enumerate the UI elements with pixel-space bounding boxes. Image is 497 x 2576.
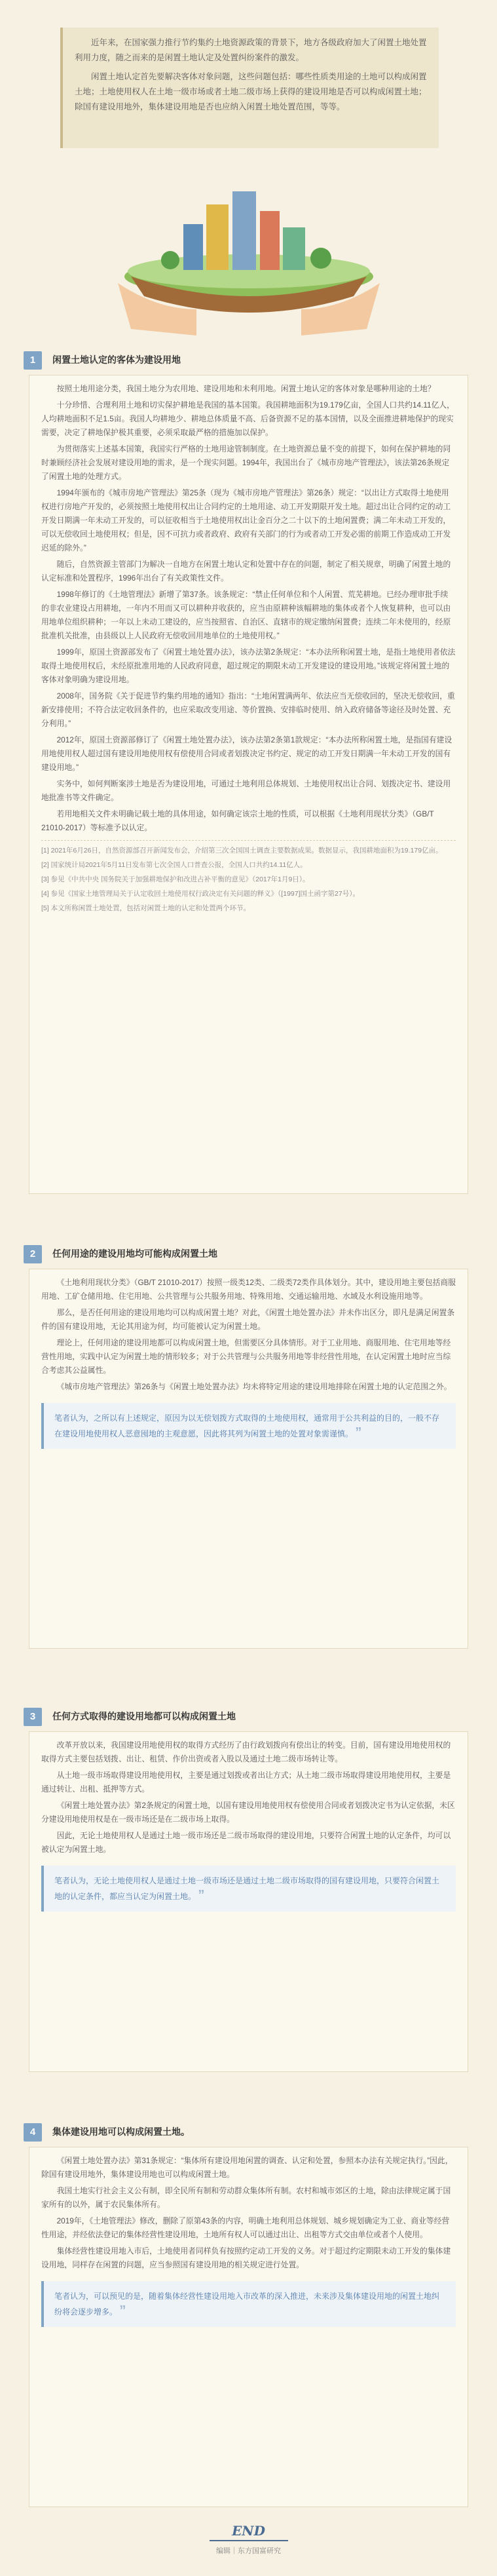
footnote: [5] 本文所称闲置土地处置，包括对闲置土地的认定和处置两个环节。 (41, 904, 251, 912)
section-body (29, 375, 468, 1194)
paragraph: 我国土地实行社会主义公有制，即全民所有制和劳动群众集体所有制。农村和城市郊区的土地，除由法律规定属于国家所有的以外，属于农民集体所有。 (41, 2186, 451, 2209)
author-comment (41, 1866, 456, 1912)
section-body (29, 2147, 468, 2507)
footnote: [2] 国家统计局2021年5月11日发布第七次全国人口普查公报，全国人口共约14.11亿人。 (41, 861, 307, 869)
section-4 (24, 2123, 473, 2510)
section-title: 闲置土地认定的客体为建设用地 (52, 355, 181, 365)
paragraph: 实务中，如何判断案涉土地是否为建设用地，可通过土地利用总体规划、土地使用权出让合同、划拨决定书、建设用地批准书等文件确定。 (41, 779, 451, 802)
section-body (29, 1731, 468, 2072)
section-title: 任何方式取得的建设用地都可以构成闲置土地 (52, 1711, 236, 1721)
section-number: 2 (24, 1245, 42, 1263)
footnote: [4] 参见《国家土地管理局关于认定收回土地使用权行政决定有关问题的释义》（[1997]国土函字第27号）。 (41, 890, 359, 898)
paragraph: 按照土地用途分类，我国土地分为农用地、建设用地和未利用地。闲置土地认定的客体对象是哪种用途的土地？ (56, 384, 435, 393)
section-title: 集体建设用地可以构成闲置土地。 (52, 2126, 190, 2137)
paragraph: 《城市房地产管理法》第26条与《闲置土地处置办法》均未将特定用途的建设用地排除在闲置土地的认定范围之外。 (56, 1382, 452, 1391)
comment-text: 笔者认为，可以预见的是，随着集体经营性建设用地入市改革的深入推进，未来涉及集体建设用地的闲置土地纠纷将会逐步增多。 (54, 2292, 440, 2316)
paragraph: 改革开放以来，我国建设用地使用权的取得方式经历了由行政划拨向有偿出让的转变。目前，国有建设用地使用权的取得方式主要包括划拨、出让、租赁、作价出资或者入股以及通过土地二级市场转让等。 (41, 1740, 451, 1763)
paragraph: 1998年修订的《土地管理法》新增了第37条。该条规定：“禁止任何单位和个人闲置、荒芜耕地。已经办理审批手续的非农业建设占用耕地，一年内不用而又可以耕种并收获的，应当由原耕种该幅耕地的集体或者个人恢复耕种，也可以由用地单位组织耕种；一年以上未动工建设的，应当按照省、自治区、直辖市的规定缴纳闲置费；连续二年未使用的，经原批准机关批准，由县级以上人民政府无偿收回用地单位的土地使用权。” (41, 590, 451, 640)
paragraph: 那么，是否任何用途的建设用地均可以构成闲置土地？对此，《闲置土地处置办法》并未作出区分，即凡是满足闲置条件的国有建设用地，无论其用途为何，均可能被认定为闲置土地。 (41, 1308, 455, 1331)
intro-box (60, 28, 439, 148)
end-divider (210, 2540, 288, 2541)
comment-text: 笔者认为，无论土地使用权人是通过土地一级市场还是通过土地二级市场取得的国有建设用地，只要符合闲置土地的认定条件，都应当认定为闲置土地。 (54, 1876, 440, 1901)
paragraph: 1999年，原国土资源部发布了《闲置土地处置办法》，该办法第2条规定：“本办法所称闲置土地，是指土地使用者依法取得土地使用权后，未经原批准用地的人民政府同意，超过规定的期限未动工开发建设的建设用地。”该规定将闲置土地的客体对象明确为建设用地。 (41, 647, 456, 684)
section-number: 3 (24, 1708, 42, 1726)
paragraph: 集体经营性建设用地入市后，土地使用者同样负有按照约定动工开发的义务。对于超过约定期限未动工开发的集体建设用地，同样存在闲置的问题，应当参照国有建设用地的相关规定进行处置。 (41, 2246, 451, 2269)
land-in-hands-illustration (105, 152, 393, 342)
paragraph: 因此，无论土地使用权人是通过土地一级市场还是二级市场取得的建设用地，只要符合闲置土地的认定条件，均可以被认定为闲置土地。 (41, 1831, 451, 1854)
paragraph: 从土地一级市场取得建设用地使用权，主要是通过划拨或者出让方式；从土地二级市场取得建设用地使用权，主要是通过转让、出租、抵押等方式。 (41, 1771, 451, 1794)
intro-paragraph: 近年来，在国家强力推行节约集约土地资源政策的背景下，地方各级政府加大了闲置土地处置利用力度，随之而来的是闲置土地认定及处置纠纷案件的激发。 (75, 38, 427, 62)
footnotes (41, 840, 456, 914)
paragraph: 2008年，国务院《关于促进节约集约用地的通知》指出：“土地闲置满两年、依法应当无偿收回的，坚决无偿收回，重新安排使用；不符合法定收回条件的，也应采取改变用途、等价置换、安排临时使用、纳入政府储备等途径及时处置、充分利用。” (41, 691, 455, 728)
paragraph: 2019年，《土地管理法》修改，删除了原第43条的内容，明确土地利用总体规划、城乡规划确定为工业、商业等经营性用途，并经依法登记的集体经营性建设用地，土地所有权人可以通过出让、出租等方式交由单位或者个人使用。 (41, 2216, 450, 2239)
comment-text: 笔者认为，之所以有上述规定，原因为以无偿划拨方式取得的土地使用权，通常用于公共利益的目的，一般不存在建设用地使用权人恶意囤地的主观意愿，因此将其列为闲置土地的处置对象需谨慎。 (54, 1413, 440, 1438)
author-comment (41, 2281, 456, 2327)
author-comment (41, 1403, 456, 1449)
end-word: END (232, 2523, 265, 2539)
end-marker (0, 2523, 497, 2556)
paragraph: 为贯彻落实上述基本国策，我国实行严格的土地用途管制制度。在土地资源总量不变的前提下，如何在保护耕地的同时兼顾经济社会发展对建设用地的需求，是一个现实问题。1994年，我国出台了《城市房地产管理法》，该法第26条规定了闲置土地的处理方式。 (41, 444, 451, 481)
section-title: 任何用途的建设用地均可能构成闲置土地 (52, 1248, 217, 1259)
section-number: 4 (24, 2123, 42, 2142)
paragraph: 十分珍惜、合理利用土地和切实保护耕地是我国的基本国策。我国耕地面积为19.179亿亩，全国人口共约14.11亿人，人均耕地面积不足1.5亩。我国人均耕地少、耕地总体质量不高、后备资源不足的基本国情，以及全面推进耕地保护的现实需要，决定了耕地保护极其重要，必须采取最严格的措施加以保护。 (41, 400, 454, 437)
section-1 (24, 351, 473, 1197)
intro-paragraph: 闲置土地认定首先要解决客体对象问题，这些问题包括：哪些性质类用途的土地可以构成闲置土地；土地使用权人在土地一级市场或者土地二级市场上获得的建设用地是否可以构成闲置土地；除国有建设用地外，集体建设用地是否也应纳入闲置土地处置范围，等等。 (75, 72, 427, 111)
paragraph: 《土地利用现状分类》（GB/T 21010-2017）按照一级类12类、二级类72类作具体划分。其中，建设用地主要包括商服用地、工矿仓储用地、住宅用地、公共管理与公共服务用地、特殊用地、交通运输用地、水域及水利设施用地等。 (41, 1278, 456, 1301)
quote-mark-icon: ” (119, 2303, 126, 2318)
section-3 (24, 1708, 473, 2075)
section-2 (24, 1245, 473, 1651)
paragraph: 理论上，任何用途的建设用地都可以构成闲置土地，但需要区分具体情形。对于工业用地、商服用地、住宅用地等经营性用地，实践中认定为闲置土地的情形较多；对于公共管理与公共服务用地等非经营性用地，在认定闲置土地时应当综合考虑其公益属性。 (41, 1338, 451, 1375)
editor-credit: 编辑｜东方国富研究 (216, 2547, 281, 2555)
paragraph: 若用地相关文件未明确记载土地的具体用途，如何确定该宗土地的性质，可以根据《土地利用现状分类》（GB/T 21010-2017）等标准予以认定。 (41, 809, 434, 832)
footnote: [1] 2021年6月26日，自然资源部召开新闻发布会，介绍第三次全国国土调查主要数据成果。数据显示，我国耕地面积为19.179亿亩。 (41, 847, 443, 855)
quote-mark-icon: ” (355, 1425, 362, 1440)
paragraph: 1994年颁布的《城市房地产管理法》第25条（现为《城市房地产管理法》第26条）规定：“以出让方式取得土地使用权进行房地产开发的，必须按照土地使用权出让合同约定的土地用途、动工开发期限开发土地。超过出让合同约定的动工开发日期满一年未动工开发的，可以征收相当于土地使用权出让金百分之二十以下的土地闲置费；满二年未动工开发的，可以无偿收回土地使用权；但是，因不可抗力或者政府、政府有关部门的行为或者动工开发必需的前期工作造成动工开发迟延的除外。” (41, 488, 451, 552)
paragraph: 《闲置土地处置办法》第31条规定：“集体所有建设用地闲置的调查、认定和处置，参照本办法有关规定执行。”因此，除国有建设用地外，集体建设用地也可以构成闲置土地。 (41, 2156, 453, 2179)
paragraph: 2012年，原国土资源部修订了《闲置土地处置办法》，该办法第2条第1款规定：“本办法所称闲置土地，是指国有建设用地使用权人超过国有建设用地使用权有偿使用合同或者划拨决定书约定、规定的动工开发日期满一年未动工开发的国有建设用地。” (41, 735, 452, 772)
paragraph: 《闲置土地处置办法》第2条规定的闲置土地，以国有建设用地使用权有偿使用合同或者划拨决定书为认定依据，未区分建设用地使用权是在一级市场还是在二级市场上取得。 (41, 1801, 455, 1824)
quote-mark-icon: ” (198, 1888, 205, 1902)
paragraph: 随后，自然资源主管部门为解决一自地方在闲置土地认定和处置中存在的问题，制定了相关规章，明确了闲置土地的认定标准和处置程序，1996年出台了有关政策性文件。 (41, 560, 451, 583)
section-number: 1 (24, 351, 42, 370)
section-body (29, 1269, 468, 1649)
footnote: [3] 参见《中共中央 国务院关于加强耕地保护和改进占补平衡的意见》（2017年1月9日）。 (41, 875, 310, 883)
